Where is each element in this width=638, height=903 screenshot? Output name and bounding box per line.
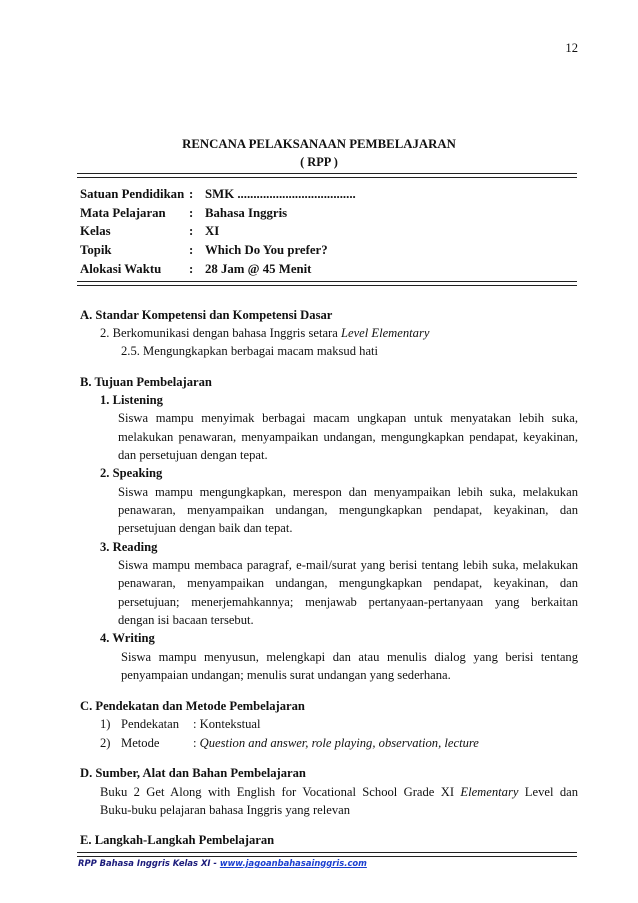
section-d-line [100, 785, 578, 800]
info-label: Alokasi Waktu [80, 262, 162, 276]
listening-line: Siswa mampu menyimak berbagai macam ungkapan untuk menyatakan lebih suka, [118, 411, 578, 425]
section-c-row2-value [193, 736, 479, 751]
section-c-row2-label: Metode [121, 736, 160, 750]
section-d-line-text-end: Level dan [518, 785, 579, 799]
section-d-line-text: Buku 2 Get Along with English for Vocational School Grade XI [100, 785, 461, 799]
info-label: Satuan Pendidikan [80, 187, 185, 201]
section-a-subitem: 2.5. Mengungkapkan berbagai macam maksud hati [121, 344, 379, 358]
reading-line: dengan isi bacaan tersebut. [118, 613, 254, 627]
info-label: Kelas [80, 224, 111, 238]
info-value: SMK ..................................... [205, 187, 356, 201]
info-value: XI [205, 224, 220, 238]
info-value: Which Do You prefer? [205, 243, 328, 257]
footer-text: RPP Bahasa Inggris Kelas XI - [78, 858, 220, 868]
speaking-line: Siswa mampu mengungkapkan, merespon dan menyampaikan lebih suka, melakukan [118, 485, 578, 499]
writing-line: penyampaian undangan; menulis surat undangan yang sederhana. [121, 668, 451, 682]
section-c-row2-colon: : [193, 736, 200, 750]
section-d-line-italic: Elementary [460, 785, 519, 799]
info-colon: : [189, 243, 194, 257]
section-b-heading: B. Tujuan Pembelajaran [80, 375, 212, 389]
speaking-line: penawaran, menyampaikan undangan, mengungkapkan pendapat, keyakinan, dan [118, 503, 578, 517]
listening-title: 1. Listening [100, 393, 163, 407]
page-footer [78, 858, 367, 868]
section-d-heading: D. Sumber, Alat dan Bahan Pembelajaran [80, 766, 306, 780]
footer-link[interactable]: www.jagoanbahasainggris.com [219, 858, 367, 868]
section-a-item [100, 326, 429, 341]
listening-line: melakukan penawaran, menyampaikan undangan, mengungkapkan pendapat, keyakinan, [118, 430, 578, 444]
section-d-line: Buku-buku pelajaran bahasa Inggris yang relevan [100, 803, 351, 817]
info-value: Bahasa Inggris [205, 206, 288, 220]
section-c-row2-methods: Question and answer, role playing, observation, lecture [199, 736, 479, 750]
reading-title: 3. Reading [100, 540, 158, 554]
info-colon: : [189, 224, 194, 238]
section-a-item-text: 2. Berkomunikasi dengan bahasa Inggris setara [100, 326, 341, 340]
section-c-row1-number: 1) [100, 717, 111, 731]
section-c-row1-label: Pendekatan [121, 717, 180, 731]
info-value: 28 Jam @ 45 Menit [205, 262, 312, 276]
section-a-item-italic: Level Elementary [340, 326, 430, 340]
footer-divider [77, 852, 577, 857]
info-label: Topik [80, 243, 112, 257]
document-subtitle: ( RPP ) [300, 155, 338, 169]
reading-line: Siswa mampu membaca paragraf, e-mail/surat yang berisi tentang lebih suka, melakukan [118, 558, 578, 572]
section-a-heading: A. Standar Kompetensi dan Kompetensi Dasar [80, 308, 333, 322]
speaking-title: 2. Speaking [100, 466, 163, 480]
page-number: 12 [565, 41, 578, 55]
section-c-row2-number: 2) [100, 736, 111, 750]
section-e-heading: E. Langkah-Langkah Pembelajaran [80, 833, 275, 847]
writing-line: Siswa mampu menyusun, melengkapi dan atau menulis dialog yang berisi tentang [121, 650, 578, 664]
section-c-row1-value: : Kontekstual [193, 717, 261, 731]
listening-line: dan persetujuan dengan tepat. [118, 448, 268, 462]
info-colon: : [189, 187, 194, 201]
header-divider-top [77, 173, 577, 178]
info-label: Mata Pelajaran [80, 206, 166, 220]
writing-title: 4. Writing [100, 631, 155, 645]
info-colon: : [189, 262, 194, 276]
header-divider-bottom [77, 281, 577, 286]
reading-line: penawaran, menyampaikan undangan, mengungkapkan pendapat, keyakinan, dan [118, 576, 578, 590]
section-c-heading: C. Pendekatan dan Metode Pembelajaran [80, 699, 305, 713]
info-colon: : [189, 206, 194, 220]
speaking-line: persetujuan dengan baik dan tepat. [118, 521, 293, 535]
reading-line: persetujuan; menerjemahkannya; menjawab pertanyaan-pertanyaan yang berkaitan [118, 595, 578, 609]
document-title: RENCANA PELAKSANAAN PEMBELAJARAN [182, 137, 456, 151]
